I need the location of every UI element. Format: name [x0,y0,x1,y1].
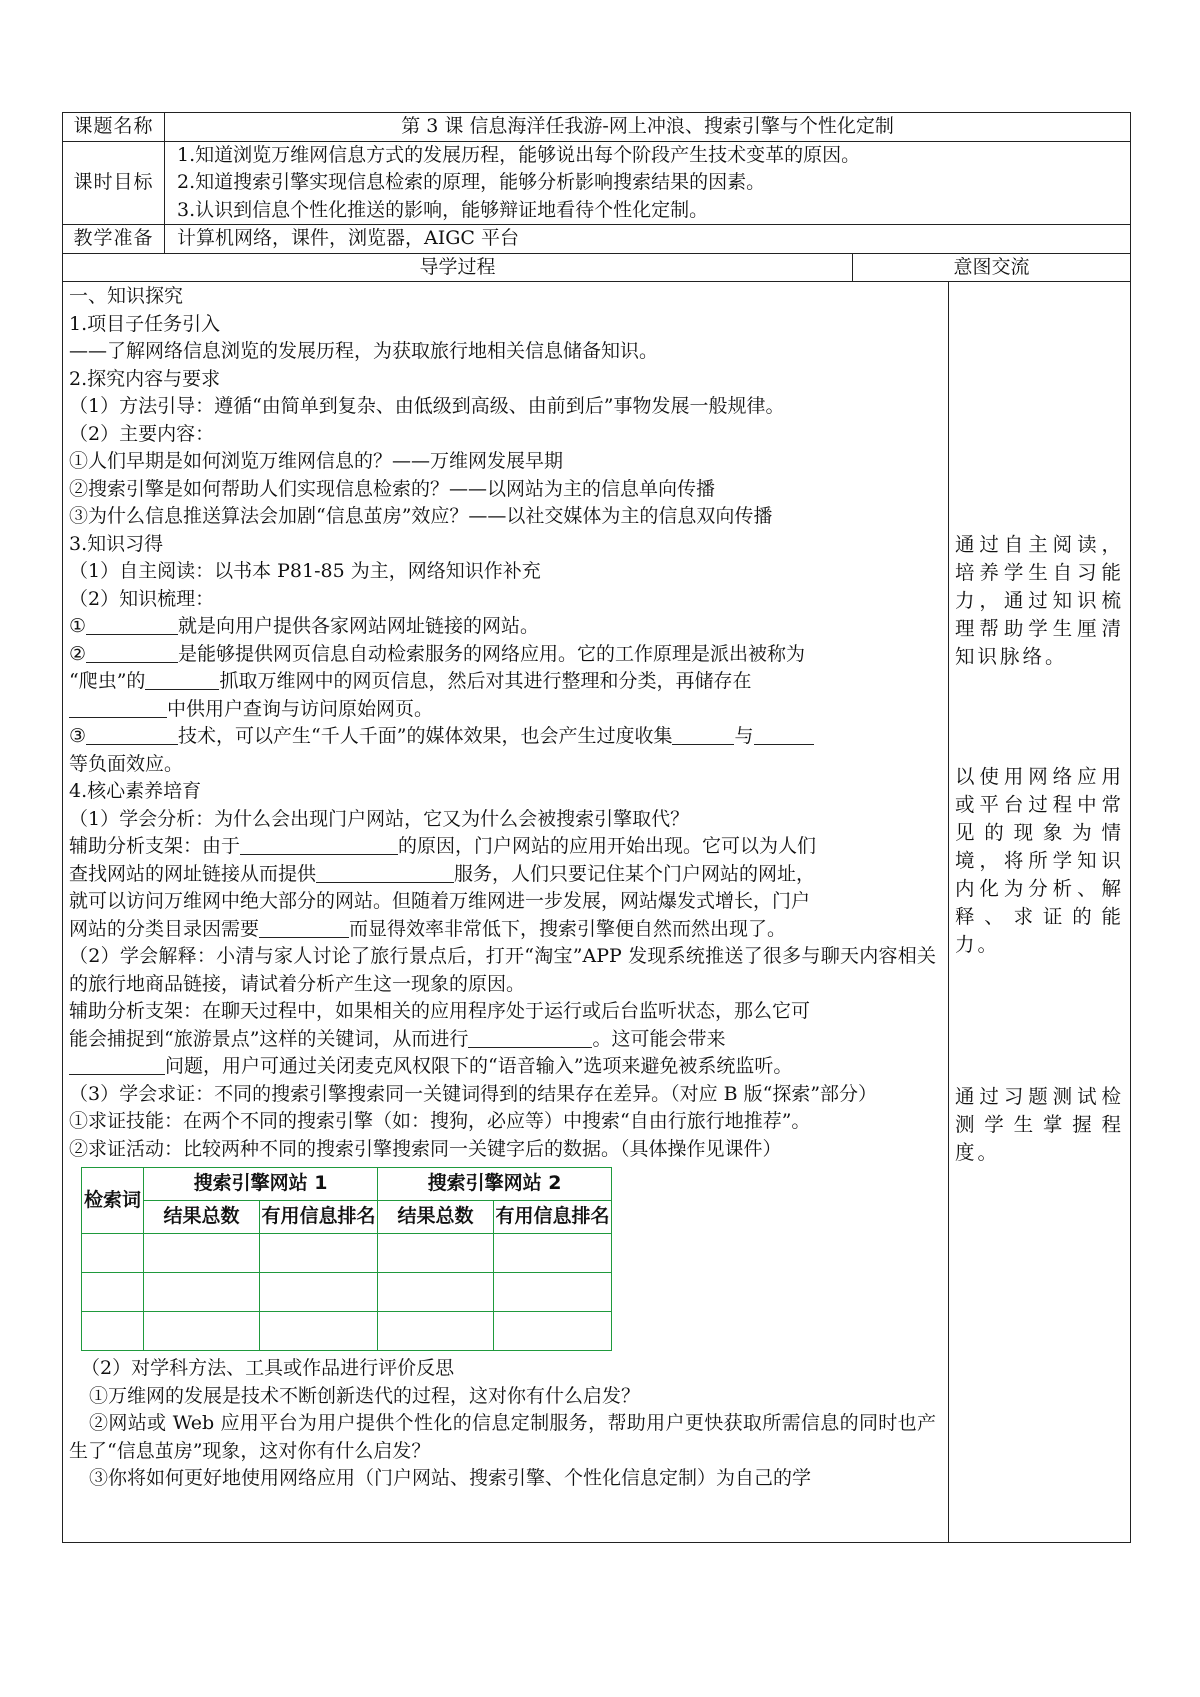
intent-note: 通过自主阅读，培养学生自习能力，通过知识梳理帮助学生厘清知识脉络。 [955,533,1125,668]
table-row [82,1234,612,1273]
intent-note: 通过习题测试检测学生掌握程度。 [955,1085,1125,1164]
prep-label: 教学准备 [63,225,165,254]
fill-blank-3: ③ 技术，可以产生“千人千面”的媒体效果，也会产生过度收集 与 [69,723,936,751]
content-row [63,282,1131,1543]
col-rank: 有用信息排名 [494,1201,612,1234]
reflection-item: ①万维网的发展是技术不断创新迭代的过程，这对你有什么启发？ [89,1384,641,1407]
goals-label: 课时目标 [63,141,165,225]
table-row [82,1312,612,1351]
explain-scaffold: 能会捕捉到“旅游景点”这样的关键词，从而进行 。这可能会带来 [69,1027,726,1050]
goal-item: 1.知道浏览万维网信息方式的发展历程，能够说出每个阶段产生技术变革的原因。 [177,143,861,166]
goal-item: 3.认识到信息个性化推送的影响，能够辩证地看待个性化定制。 [177,198,709,221]
blank-line[interactable] [754,726,814,745]
reflection-heading: （2）对学科方法、工具或作品进行评价反思 [81,1357,455,1379]
list-item: ①人们早期是如何浏览万维网信息的？——万维网发展早期 [69,450,564,472]
fill-blank-2: ② 是能够提供网页信息自动检索服务的网络应用。它的工作原理是派出被称为 [69,642,806,665]
reflection-item: ③你将如何更好地使用网络应用（门户网站、搜索引擎、个性化信息定制）为自己的学 [89,1467,812,1489]
analysis-scaffold: 辅助分析支架：由于 的原因，门户网站的应用开始出现。它可以为人们 [69,835,817,857]
intent-note: 以使用网络应用或平台过程中常见的现象为情境，将所学知识内化为分析、解释、求证的能力。 [955,765,1125,956]
goals-cell [165,141,1131,225]
table-row [82,1273,612,1312]
question-analyze: （1）学会分析：为什么会出现门户网站，它又为什么会被搜索引擎取代？ [69,807,690,830]
fill-blank-3-cont: 等负面效应。 [69,752,184,775]
list-item: ③为什么信息推送算法会加剧“信息茧房”效应？——以社交媒体为主的信息双向传播 [69,505,773,527]
fill-blank-2-cont: “爬虫”的 抓取万维网中的网页信息，然后对其进行整理和分类，再储存在 [69,670,752,692]
blank-line[interactable] [69,699,167,718]
fill-blank-2-cont: 中供用户查询与访问原始网页。 [69,696,936,724]
paragraph: （1）方法引导：遵循“由简单到复杂、由低级到高级、由前到后”事物发展一般规律。 [69,395,785,417]
blank-line[interactable] [672,726,734,745]
blank-line[interactable] [240,836,398,855]
prep-row [63,225,1131,254]
paragraph: （1）自主阅读：以书本 P81-85 为主，网络知识作补充 [69,560,541,582]
goal-item: 2.知道搜索引擎实现信息检索的原理，能够分析影响搜索结果的因素。 [177,171,766,193]
col-site1: 搜索引擎网站 1 [144,1168,378,1201]
subsection-heading: 3.知识习得 [69,532,164,555]
search-compare-table [81,1167,612,1351]
analysis-scaffold: 就可以访问万维网中绝大部分的网站。但随着万维网进一步发展，网站爆发式增长，门户 [69,890,811,912]
prep-text: 计算机网络，课件，浏览器，AIGC 平台 [165,225,1131,254]
subsection-heading: 4.核心素养培育 [69,780,202,802]
intent-header: 意图交流 [853,253,1131,282]
process-cell [63,282,949,1543]
col-site2: 搜索引擎网站 2 [378,1168,612,1201]
paragraph: （2）知识梳理： [69,587,215,610]
lesson-label: 课题名称 [63,113,165,142]
analysis-scaffold: 网站的分类目录因需要 而显得效率非常低下，搜索引擎便自然而然出现了。 [69,917,787,940]
intent-cell [949,282,1131,1543]
blank-line[interactable] [145,671,219,690]
paragraph: ——了解网络信息浏览的发展历程，为获取旅行地相关信息储备知识。 [69,340,659,362]
col-total: 结果总数 [378,1201,494,1234]
question-explain: （2）学会解释：小清与家人讨论了旅行景点后，打开“淘宝”APP 发现系统推送了很多与聊天内容相关的旅行地商品链接，请试着分析产生这一现象的原因。 [69,945,936,995]
verify-activity: ②求证活动：比较两种不同的搜索引擎搜索同一关键字后的数据。（具体操作见课件） [69,1137,782,1160]
blank-line[interactable] [259,919,349,938]
col-total: 结果总数 [144,1201,260,1234]
blank-line[interactable] [86,726,178,745]
subsection-heading: 2.探究内容与要求 [69,367,221,390]
analysis-scaffold: 查找网站的网址链接从而提供 服务，人们只要记住某个门户网站的网址， [69,862,816,885]
blank-line[interactable] [86,616,178,635]
blank-line[interactable] [468,1029,592,1048]
fill-blank-1: ① 就是向用户提供各家网站网址链接的网站。 [69,615,540,637]
verify-skill: ①求证技能：在两个不同的搜索引擎（如：搜狗，必应等）中搜索“自由行旅行地推荐”。 [69,1110,811,1132]
goals-row [63,141,1131,225]
explain-scaffold: 问题，用户可通过关闭麦克风权限下的“语音输入”选项来避免被系统监听。 [69,1053,936,1081]
lesson-title: 第 3 课 信息海洋任我游-网上冲浪、搜索引擎与个性化定制 [165,113,1131,142]
section-header-row [63,253,1131,282]
explain-scaffold: 辅助分析支架：在聊天过程中，如果相关的应用程序处于运行或后台监听状态，那么它可 [69,1000,811,1022]
blank-line[interactable] [86,644,178,663]
blank-line[interactable] [316,864,454,883]
blank-line[interactable] [69,1056,165,1075]
lesson-plan-table [62,112,1131,1543]
subsection-heading: 1.项目子任务引入 [69,312,221,335]
reflection-item: ②网站或 Web 应用平台为用户提供个性化的信息定制服务，帮助用户更快获取所需信息的同时也产生了“信息茧房”现象，这对你有什么启发？ [69,1412,936,1462]
process-header: 导学过程 [63,253,853,282]
col-rank: 有用信息排名 [260,1201,378,1234]
question-verify: （3）学会求证：不同的搜索引擎搜索同一关键词得到的结果存在差异。（对应 B 版“探索”部分） [69,1082,878,1105]
col-keyword: 检索词 [82,1168,144,1234]
paragraph: （2）主要内容： [69,422,215,445]
lesson-title-row [63,113,1131,142]
section-heading: 一、知识探究 [69,285,184,307]
lesson-plan-page [62,112,1130,1543]
list-item: ②搜索引擎是如何帮助人们实现信息检索的？——以网站为主的信息单向传播 [69,477,716,500]
